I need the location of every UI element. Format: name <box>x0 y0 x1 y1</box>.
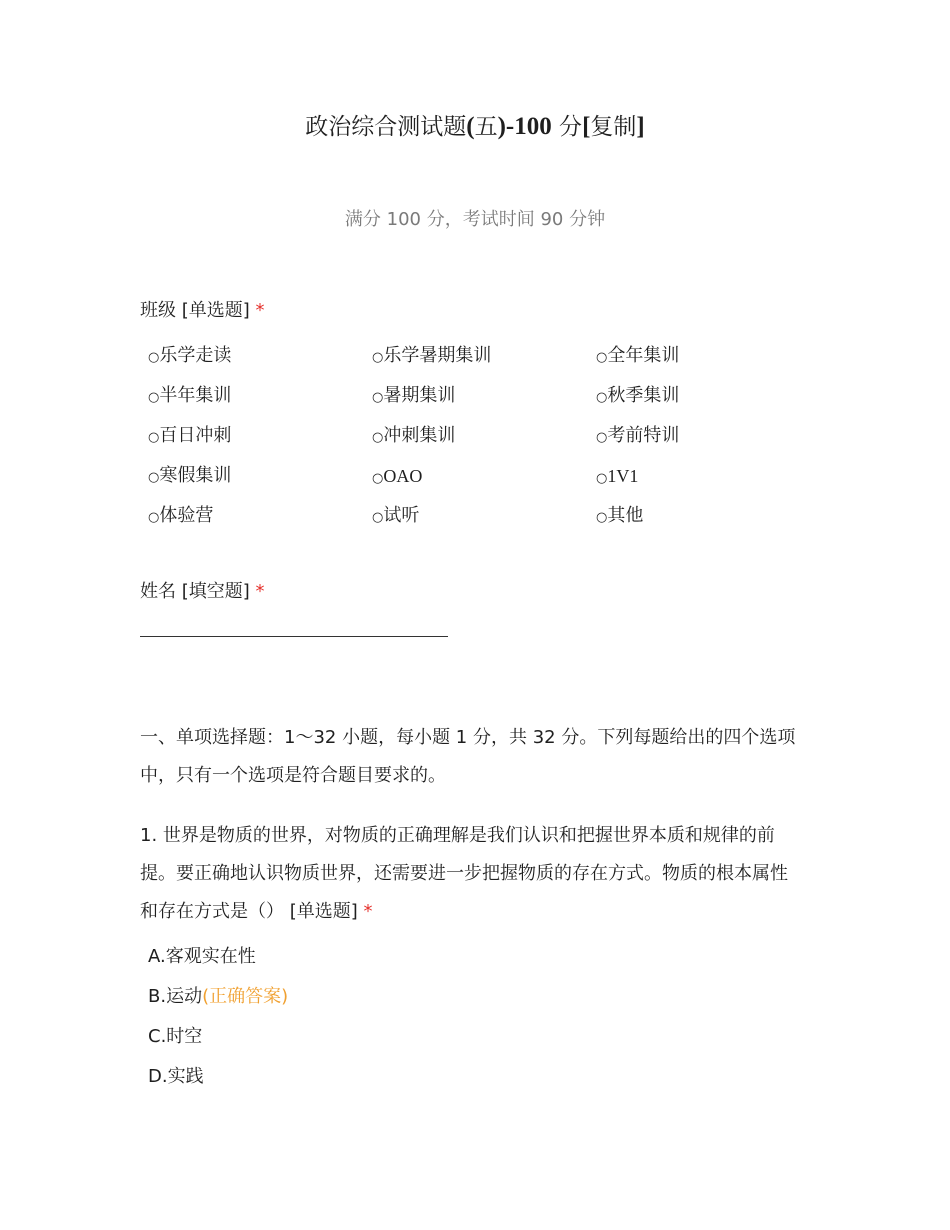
class-option[interactable] <box>372 462 596 502</box>
class-option-label: 秋季集训 <box>607 385 680 406</box>
class-option-row <box>148 342 848 382</box>
exam-subtitle: 满分 100 分，考试时间 90 分钟 <box>344 209 606 230</box>
page-title <box>0 110 950 144</box>
answer-option-b[interactable] <box>148 983 288 1023</box>
answer-option-label: B.运动 <box>148 986 203 1007</box>
class-option-label: 1V1 <box>607 466 639 486</box>
class-option[interactable] <box>148 502 372 542</box>
class-option-label: 乐学走读 <box>159 345 232 366</box>
class-option-row <box>148 382 848 422</box>
class-option[interactable] <box>372 422 596 462</box>
section-line-1: 一、单项选择题：1～32 小题，每小题 1 分，共 32 分。下列每题给出的四个选项 <box>140 727 796 748</box>
question-1-line-2: 提。要正确地认识物质世界，还需要进一步把握物质的存在方式。物质的根本属性 <box>140 863 788 884</box>
class-option[interactable] <box>148 382 372 422</box>
class-option[interactable] <box>596 342 820 382</box>
section-line-2: 中，只有一个选项是符合题目要求的。 <box>140 765 446 786</box>
required-mark: * <box>363 901 373 922</box>
title-paren-open: ( <box>466 113 475 140</box>
class-option[interactable] <box>148 422 372 462</box>
question-1-line-3 <box>140 893 820 931</box>
class-option-label: 半年集训 <box>159 385 232 406</box>
name-input-line[interactable] <box>140 636 448 637</box>
answer-option-a[interactable] <box>148 943 288 983</box>
class-option-label: 乐学暑期集训 <box>383 345 492 366</box>
required-mark: * <box>255 300 265 321</box>
required-mark: * <box>255 581 265 602</box>
radio-icon: ○ <box>372 510 384 525</box>
class-option-label: OAO <box>383 466 423 486</box>
title-unit: 分 <box>551 114 583 140</box>
radio-icon: ○ <box>372 430 384 445</box>
radio-icon: ○ <box>596 390 608 405</box>
answer-option-label: D.实践 <box>148 1066 204 1087</box>
radio-icon: ○ <box>372 350 384 365</box>
radio-icon: ○ <box>596 510 608 525</box>
title-score: )-100 <box>497 113 552 140</box>
radio-icon: ○ <box>148 350 160 365</box>
answer-option-label: C.时空 <box>148 1026 203 1047</box>
class-option-label: 其他 <box>607 505 644 526</box>
radio-icon: ○ <box>148 390 160 405</box>
radio-icon: ○ <box>148 430 160 445</box>
radio-icon: ○ <box>372 471 384 486</box>
class-option[interactable] <box>596 382 820 422</box>
class-option[interactable] <box>148 462 372 502</box>
radio-icon: ○ <box>148 470 160 485</box>
class-option-label: 全年集训 <box>607 345 680 366</box>
question-1-line-3-text: 和存在方式是（） [单选题] <box>140 901 358 922</box>
class-option[interactable] <box>148 342 372 382</box>
class-option[interactable] <box>372 382 596 422</box>
class-question-label <box>140 297 265 325</box>
class-question-text: 班级 [单选题] <box>140 300 250 321</box>
question-1-options <box>148 943 288 1103</box>
answer-option-c[interactable] <box>148 1023 288 1063</box>
class-option[interactable] <box>596 502 820 542</box>
class-option-label: 寒假集训 <box>159 465 232 486</box>
question-1-stem <box>140 817 820 931</box>
radio-icon: ○ <box>596 471 608 486</box>
name-question-text: 姓名 [填空题] <box>140 581 250 602</box>
class-option-label: 试听 <box>383 505 420 526</box>
class-option[interactable] <box>596 462 820 502</box>
answer-option-d[interactable] <box>148 1063 288 1103</box>
radio-icon: ○ <box>596 430 608 445</box>
class-option-label: 冲刺集训 <box>383 425 456 446</box>
class-option[interactable] <box>596 422 820 462</box>
class-option-label: 考前特训 <box>607 425 680 446</box>
section-instructions <box>140 719 820 795</box>
title-copy: 复制 <box>590 114 637 140</box>
title-bracket-close: ] <box>636 113 645 140</box>
class-option[interactable] <box>372 342 596 382</box>
answer-option-label: A.客观实在性 <box>148 946 256 967</box>
class-option[interactable] <box>372 502 596 542</box>
radio-icon: ○ <box>372 390 384 405</box>
name-question-label <box>140 578 265 606</box>
radio-icon: ○ <box>148 510 160 525</box>
class-option-label: 暑期集训 <box>383 385 456 406</box>
class-option-row <box>148 422 848 462</box>
correct-answer-tag: (正确答案) <box>202 986 289 1007</box>
class-option-label: 体验营 <box>159 505 214 526</box>
title-text-cn: 政治综合测试题 <box>305 114 467 140</box>
title-number-cn: 五 <box>474 114 498 140</box>
class-option-label: 百日冲刺 <box>159 425 232 446</box>
radio-icon: ○ <box>596 350 608 365</box>
class-options <box>148 342 848 542</box>
question-1-line-1: 1. 世界是物质的世界，对物质的正确理解是我们认识和把握世界本质和规律的前 <box>140 825 775 846</box>
class-option-row <box>148 502 848 542</box>
title-bracket-open: [ <box>582 113 591 140</box>
class-option-row <box>148 462 848 502</box>
